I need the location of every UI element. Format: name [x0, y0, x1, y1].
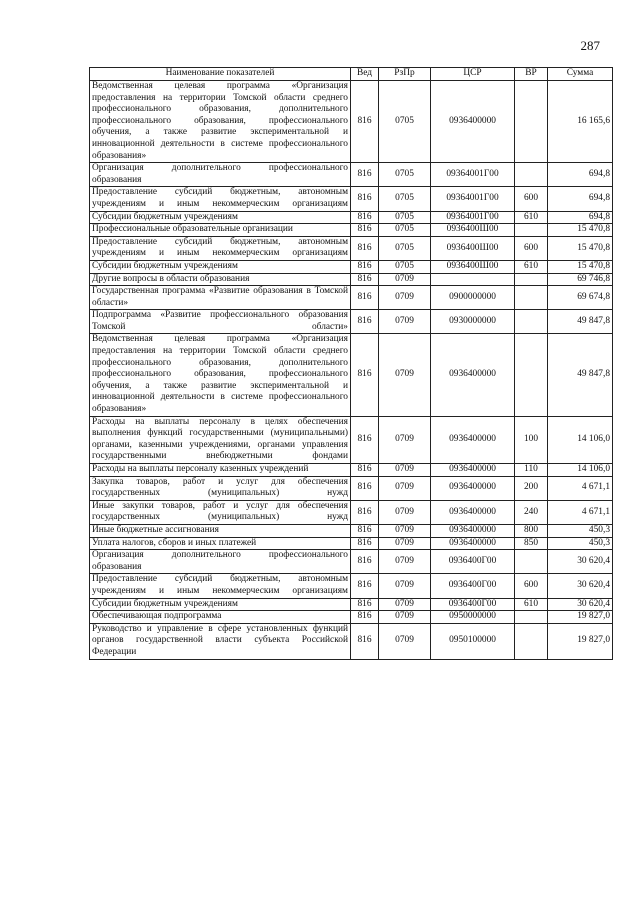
header-name: Наименование показателей	[90, 68, 351, 81]
cell-rzpr: 0705	[379, 224, 431, 237]
table-row	[90, 611, 613, 624]
table-row	[90, 623, 613, 659]
cell-vr	[515, 224, 548, 237]
cell-csr: 0950000000	[431, 611, 515, 624]
cell-name: Иные закупки товаров, работ и услуг для обеспечения государственных (муниципальных) нужд	[90, 500, 351, 524]
cell-ved: 816	[351, 211, 379, 224]
cell-rzpr: 0709	[379, 623, 431, 659]
cell-name: Другие вопросы в области образования	[90, 273, 351, 286]
table-row	[90, 163, 613, 187]
cell-rzpr: 0709	[379, 574, 431, 598]
cell-sum: 450,3	[548, 524, 613, 537]
cell-vr: 610	[515, 260, 548, 273]
cell-ved: 816	[351, 500, 379, 524]
cell-name: Руководство и управление в сфере установленных функций органов государственной власти субъекта Российской Федерации	[90, 623, 351, 659]
table-row	[90, 550, 613, 574]
cell-ved: 816	[351, 416, 379, 463]
cell-sum: 694,8	[548, 163, 613, 187]
table-row	[90, 236, 613, 260]
header-sum: Сумма	[548, 68, 613, 81]
cell-ved: 816	[351, 187, 379, 211]
cell-name: Расходы на выплаты персоналу в целях обеспечения выполнения функций государственными (муниципальными) органами, казенными учреждениями, органами управления государственными внебюджетными фондами	[90, 416, 351, 463]
cell-ved: 816	[351, 286, 379, 310]
cell-sum: 16 165,6	[548, 81, 613, 163]
table-row	[90, 260, 613, 273]
cell-rzpr: 0709	[379, 416, 431, 463]
cell-csr: 0936400Г00	[431, 574, 515, 598]
cell-rzpr: 0705	[379, 211, 431, 224]
cell-name: Предоставление субсидий бюджетным, автономным учреждениям и иным некоммерческим организациям	[90, 236, 351, 260]
cell-ved: 816	[351, 334, 379, 416]
cell-sum: 30 620,4	[548, 550, 613, 574]
cell-name: Ведомственная целевая программа «Организация предоставления на территории Томской области среднего профессионального образования, дополнительного профессионального образования, профессионального обучения, а также развитие экспериментальной и инновационной деятельности в системе профессионального образования»	[90, 334, 351, 416]
cell-name: Ведомственная целевая программа «Организация предоставления на территории Томской области среднего профессионального образования, дополнительного профессионального образования, профессионального обучения, а также развитие экспериментальной и инновационной деятельности в системе профессионального образования»	[90, 81, 351, 163]
cell-csr	[431, 273, 515, 286]
cell-name: Субсидии бюджетным учреждениям	[90, 211, 351, 224]
cell-csr: 0936400Г00	[431, 550, 515, 574]
table-row	[90, 334, 613, 416]
table-row	[90, 310, 613, 334]
cell-rzpr: 0709	[379, 476, 431, 500]
table-row	[90, 416, 613, 463]
cell-name: Уплата налогов, сборов и иных платежей	[90, 537, 351, 550]
cell-sum: 694,8	[548, 187, 613, 211]
cell-csr: 09364001Г00	[431, 187, 515, 211]
cell-sum: 694,8	[548, 211, 613, 224]
cell-sum: 14 106,0	[548, 416, 613, 463]
cell-ved: 816	[351, 537, 379, 550]
cell-rzpr: 0705	[379, 81, 431, 163]
cell-csr: 09364001Г00	[431, 211, 515, 224]
cell-ved: 816	[351, 524, 379, 537]
cell-csr: 0936400000	[431, 334, 515, 416]
cell-vr: 600	[515, 236, 548, 260]
table-row	[90, 81, 613, 163]
cell-rzpr: 0709	[379, 550, 431, 574]
cell-vr	[515, 623, 548, 659]
cell-name: Профессиональные образовательные организации	[90, 224, 351, 237]
cell-rzpr: 0709	[379, 273, 431, 286]
cell-csr: 0936400Ш00	[431, 236, 515, 260]
table-header-row	[90, 68, 613, 81]
cell-ved: 816	[351, 163, 379, 187]
cell-rzpr: 0709	[379, 598, 431, 611]
table-row	[90, 524, 613, 537]
header-rzpr: РзПр	[379, 68, 431, 81]
cell-ved: 816	[351, 310, 379, 334]
cell-name: Подпрограмма «Развитие профессионального образования Томской области»	[90, 310, 351, 334]
cell-sum: 49 847,8	[548, 310, 613, 334]
cell-csr: 0900000000	[431, 286, 515, 310]
cell-sum: 19 827,0	[548, 623, 613, 659]
cell-sum: 4 671,1	[548, 500, 613, 524]
cell-name: Субсидии бюджетным учреждениям	[90, 598, 351, 611]
cell-name: Обеспечивающая подпрограмма	[90, 611, 351, 624]
table-row	[90, 224, 613, 237]
cell-csr: 0936400000	[431, 464, 515, 477]
cell-name: Организация дополнительного профессионального образования	[90, 163, 351, 187]
cell-vr	[515, 550, 548, 574]
cell-vr: 850	[515, 537, 548, 550]
header-vr: ВР	[515, 68, 548, 81]
cell-vr: 800	[515, 524, 548, 537]
cell-ved: 816	[351, 464, 379, 477]
cell-name: Организация дополнительного профессионального образования	[90, 550, 351, 574]
cell-sum: 14 106,0	[548, 464, 613, 477]
cell-vr: 610	[515, 211, 548, 224]
cell-vr	[515, 611, 548, 624]
cell-rzpr: 0709	[379, 334, 431, 416]
cell-ved: 816	[351, 611, 379, 624]
cell-name: Государственная программа «Развитие образования в Томской области»	[90, 286, 351, 310]
cell-rzpr: 0709	[379, 310, 431, 334]
cell-sum: 15 470,8	[548, 224, 613, 237]
table-row	[90, 273, 613, 286]
table-row	[90, 211, 613, 224]
cell-rzpr: 0709	[379, 537, 431, 550]
cell-vr	[515, 163, 548, 187]
cell-rzpr: 0705	[379, 260, 431, 273]
table-row	[90, 187, 613, 211]
cell-sum: 15 470,8	[548, 236, 613, 260]
cell-vr	[515, 334, 548, 416]
cell-csr: 0936400000	[431, 476, 515, 500]
cell-rzpr: 0705	[379, 163, 431, 187]
cell-sum: 4 671,1	[548, 476, 613, 500]
table-row	[90, 500, 613, 524]
cell-rzpr: 0709	[379, 524, 431, 537]
table-row	[90, 598, 613, 611]
page-number: 287	[580, 38, 600, 53]
cell-ved: 816	[351, 623, 379, 659]
table-row	[90, 574, 613, 598]
cell-csr: 0936400000	[431, 537, 515, 550]
cell-vr: 100	[515, 416, 548, 463]
cell-csr: 0936400Г00	[431, 598, 515, 611]
cell-sum: 19 827,0	[548, 611, 613, 624]
cell-ved: 816	[351, 476, 379, 500]
cell-ved: 816	[351, 550, 379, 574]
cell-vr: 610	[515, 598, 548, 611]
cell-rzpr: 0705	[379, 236, 431, 260]
budget-table	[89, 67, 613, 660]
cell-sum: 69 746,8	[548, 273, 613, 286]
cell-name: Предоставление субсидий бюджетным, автономным учреждениям и иным некоммерческим организациям	[90, 574, 351, 598]
cell-ved: 816	[351, 260, 379, 273]
table-row	[90, 286, 613, 310]
cell-csr: 0936400000	[431, 81, 515, 163]
header-csr: ЦСР	[431, 68, 515, 81]
cell-csr: 0936400Ш00	[431, 224, 515, 237]
cell-ved: 816	[351, 236, 379, 260]
cell-rzpr: 0709	[379, 464, 431, 477]
cell-csr: 0930000000	[431, 310, 515, 334]
cell-rzpr: 0709	[379, 611, 431, 624]
cell-csr: 0936400Ш00	[431, 260, 515, 273]
cell-ved: 816	[351, 224, 379, 237]
cell-sum: 30 620,4	[548, 574, 613, 598]
cell-csr: 0936400000	[431, 500, 515, 524]
cell-sum: 49 847,8	[548, 334, 613, 416]
cell-name: Иные бюджетные ассигнования	[90, 524, 351, 537]
cell-vr	[515, 81, 548, 163]
cell-vr	[515, 286, 548, 310]
cell-ved: 816	[351, 598, 379, 611]
cell-sum: 30 620,4	[548, 598, 613, 611]
cell-ved: 816	[351, 574, 379, 598]
cell-csr: 0950100000	[431, 623, 515, 659]
cell-name: Расходы на выплаты персоналу казенных учреждений	[90, 464, 351, 477]
cell-vr: 600	[515, 187, 548, 211]
cell-csr: 0936400000	[431, 416, 515, 463]
cell-vr	[515, 273, 548, 286]
header-ved: Вед	[351, 68, 379, 81]
cell-name: Предоставление субсидий бюджетным, автономным учреждениям и иным некоммерческим организациям	[90, 187, 351, 211]
cell-sum: 69 674,8	[548, 286, 613, 310]
table-row	[90, 476, 613, 500]
cell-rzpr: 0705	[379, 187, 431, 211]
table-row	[90, 464, 613, 477]
cell-name: Закупка товаров, работ и услуг для обеспечения государственных (муниципальных) нужд	[90, 476, 351, 500]
cell-name: Субсидии бюджетным учреждениям	[90, 260, 351, 273]
cell-rzpr: 0709	[379, 500, 431, 524]
cell-ved: 816	[351, 81, 379, 163]
cell-vr: 600	[515, 574, 548, 598]
cell-vr: 240	[515, 500, 548, 524]
cell-rzpr: 0709	[379, 286, 431, 310]
cell-sum: 450,3	[548, 537, 613, 550]
cell-sum: 15 470,8	[548, 260, 613, 273]
table-row	[90, 537, 613, 550]
cell-vr	[515, 310, 548, 334]
cell-vr: 200	[515, 476, 548, 500]
cell-csr: 0936400000	[431, 524, 515, 537]
cell-ved: 816	[351, 273, 379, 286]
cell-vr: 110	[515, 464, 548, 477]
cell-csr: 09364001Г00	[431, 163, 515, 187]
